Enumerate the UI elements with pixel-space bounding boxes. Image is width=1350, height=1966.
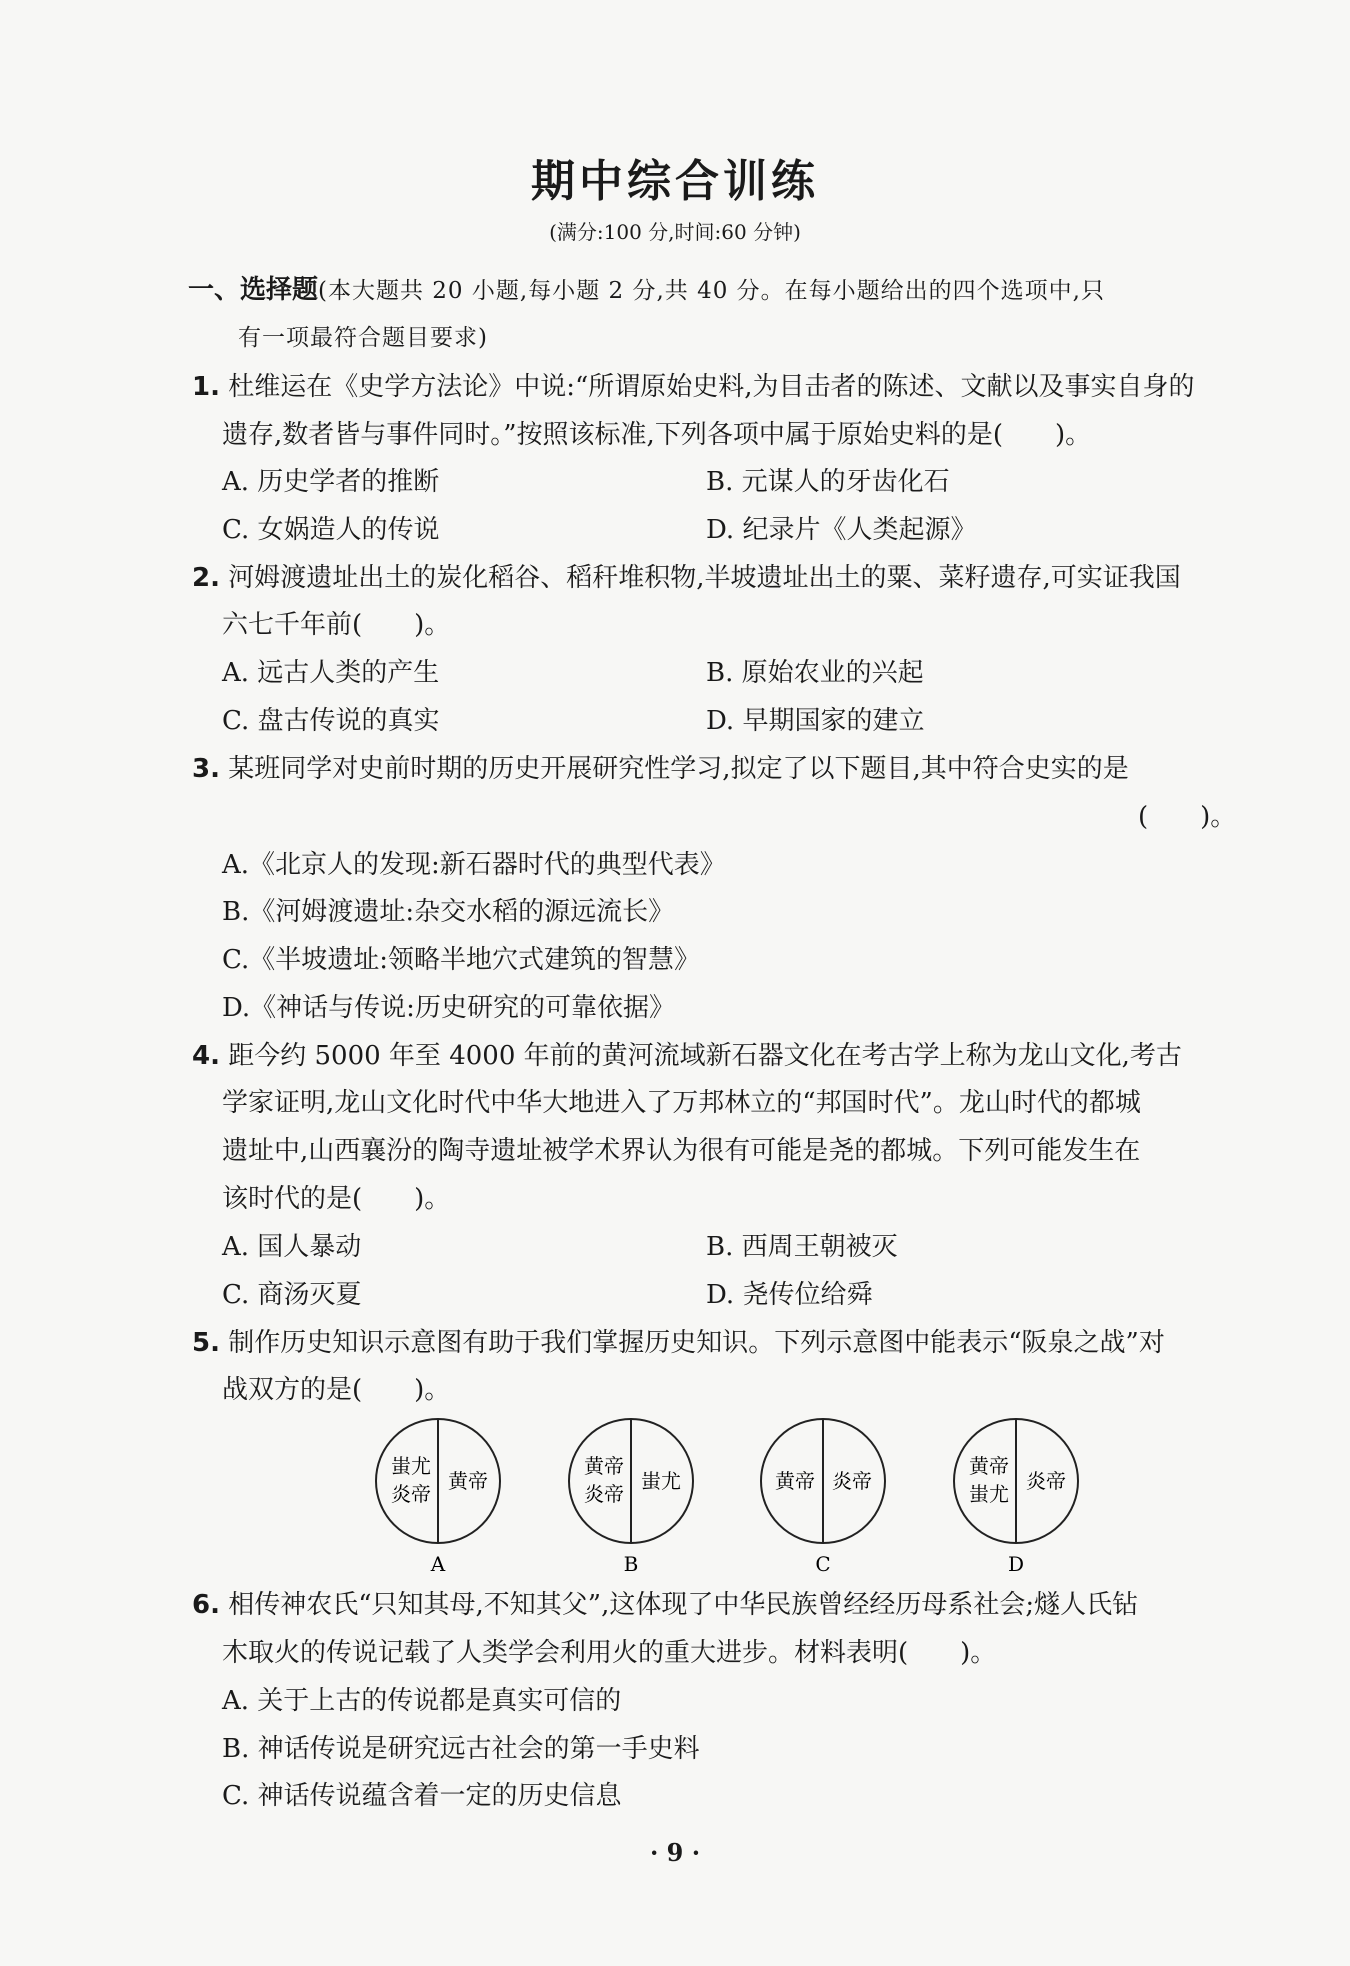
question-number: 4.	[192, 1041, 220, 1071]
question-2-option-b: B. 原始农业的兴起	[706, 658, 924, 688]
diagram-label: 蚩尤	[969, 1482, 1009, 1506]
question-6-option-a: A. 关于上古的传说都是真实可信的	[222, 1686, 622, 1716]
section-heading-line	[188, 275, 1105, 306]
question-number: 2.	[192, 563, 220, 593]
question-6-line-1	[192, 1590, 1138, 1620]
diagram-option-c	[761, 1419, 885, 1576]
diagram-label: 炎帝	[1026, 1469, 1066, 1493]
question-3-answer-blank: ( )。	[1138, 802, 1237, 832]
question-number: 1.	[192, 372, 220, 402]
question-5-line-1	[192, 1328, 1165, 1358]
section-description-cont: 有一项最符合题目要求)	[238, 325, 488, 351]
section-heading: 一、选择题	[188, 275, 319, 305]
diagram-option-d	[954, 1419, 1078, 1576]
question-2-option-a: A. 远古人类的产生	[222, 658, 440, 688]
question-4-option-d: D. 尧传位给舜	[706, 1280, 873, 1310]
page-number: · 9 ·	[649, 1838, 701, 1867]
question-4-line-1	[192, 1041, 1182, 1071]
question-text: 相传神农氏“只知其母,不知其父”,这体现了中华民族曾经经历母系社会;燧人氏钻	[228, 1590, 1139, 1620]
question-6-option-b: B. 神话传说是研究远古社会的第一手史料	[222, 1734, 700, 1764]
question-3-option-a: A.《北京人的发现:新石器时代的典型代表》	[222, 850, 726, 880]
question-text: 距今约 5000 年至 4000 年前的黄河流域新石器文化在考古学上称为龙山文化,考古	[228, 1041, 1182, 1071]
question-2-option-c: C. 盘古传说的真实	[222, 706, 440, 736]
section-description: (本大题共 20 小题,每小题 2 分,共 40 分。在每小题给出的四个选项中,只	[318, 278, 1105, 304]
question-4-option-b: B. 西周王朝被灭	[706, 1232, 898, 1262]
diagram-label: 黄帝	[584, 1454, 624, 1478]
question-2-line-1	[192, 563, 1181, 593]
question-4-line-4: 该时代的是( )。	[222, 1184, 451, 1214]
battle-diagram	[370, 1418, 1090, 1578]
question-3-option-d: D.《神话与传说:历史研究的可靠依据》	[222, 993, 675, 1023]
question-number: 3.	[192, 754, 220, 784]
diagram-letter: B	[623, 1552, 639, 1576]
question-4-option-c: C. 商汤灭夏	[222, 1280, 362, 1310]
diagram-letter: A	[430, 1552, 446, 1576]
question-text: 制作历史知识示意图有助于我们掌握历史知识。下列示意图中能表示“阪泉之战”对	[228, 1328, 1165, 1358]
diagram-label: 黄帝	[969, 1454, 1009, 1478]
exam-info: (满分:100 分,时间:60 分钟)	[549, 220, 801, 244]
diagram-option-b	[569, 1419, 693, 1576]
question-5-line-2: 战双方的是( )。	[222, 1375, 451, 1405]
question-4-line-2: 学家证明,龙山文化时代中华大地进入了万邦林立的“邦国时代”。龙山时代的都城	[222, 1088, 1141, 1118]
question-number: 5.	[192, 1328, 220, 1358]
diagram-label: 蚩尤	[391, 1454, 431, 1478]
question-3-option-c: C.《半坡遗址:领略半地穴式建筑的智慧》	[222, 945, 700, 975]
diagram-option-a	[376, 1419, 500, 1576]
question-number: 6.	[192, 1590, 220, 1620]
question-6-line-2: 木取火的传说记载了人类学会利用火的重大进步。材料表明( )。	[222, 1638, 997, 1668]
question-2-line-2: 六七千年前( )。	[222, 610, 451, 640]
diagram-label: 黄帝	[448, 1469, 488, 1493]
question-1-option-a: A. 历史学者的推断	[222, 467, 440, 497]
question-4-option-a: A. 国人暴动	[222, 1232, 362, 1262]
question-1-option-c: C. 女娲造人的传说	[222, 515, 440, 545]
question-text: 某班同学对史前时期的历史开展研究性学习,拟定了以下题目,其中符合史实的是	[228, 754, 1129, 784]
question-1-option-d: D. 纪录片《人类起源》	[706, 515, 977, 545]
diagram-letter: D	[1007, 1552, 1025, 1576]
question-6-option-c: C. 神话传说蕴含着一定的历史信息	[222, 1781, 622, 1811]
diagram-label: 炎帝	[832, 1469, 872, 1493]
diagram-letter: C	[815, 1552, 831, 1576]
question-1-option-b: B. 元谋人的牙齿化石	[706, 467, 950, 497]
diagram-label: 炎帝	[391, 1482, 431, 1506]
page-title: 期中综合训练	[531, 156, 819, 207]
diagram-label: 炎帝	[584, 1482, 624, 1506]
question-1-line-1	[192, 372, 1195, 402]
question-text: 杜维运在《史学方法论》中说:“所谓原始史料,为目击者的陈述、文献以及事实自身的	[228, 372, 1195, 402]
diagram-label: 黄帝	[775, 1469, 815, 1493]
question-4-line-3: 遗址中,山西襄汾的陶寺遗址被学术界认为很有可能是尧的都城。下列可能发生在	[222, 1136, 1141, 1166]
question-text: 河姆渡遗址出土的炭化稻谷、稻秆堆积物,半坡遗址出土的粟、菜籽遗存,可实证我国	[228, 563, 1181, 593]
question-2-option-d: D. 早期国家的建立	[706, 706, 925, 736]
question-3-option-b: B.《河姆渡遗址:杂交水稻的源远流长》	[222, 897, 675, 927]
diagram-label: 蚩尤	[641, 1469, 681, 1493]
question-1-line-2: 遗存,数者皆与事件同时。”按照该标准,下列各项中属于原始史料的是( )。	[222, 420, 1092, 450]
question-3-line-1	[192, 754, 1129, 784]
